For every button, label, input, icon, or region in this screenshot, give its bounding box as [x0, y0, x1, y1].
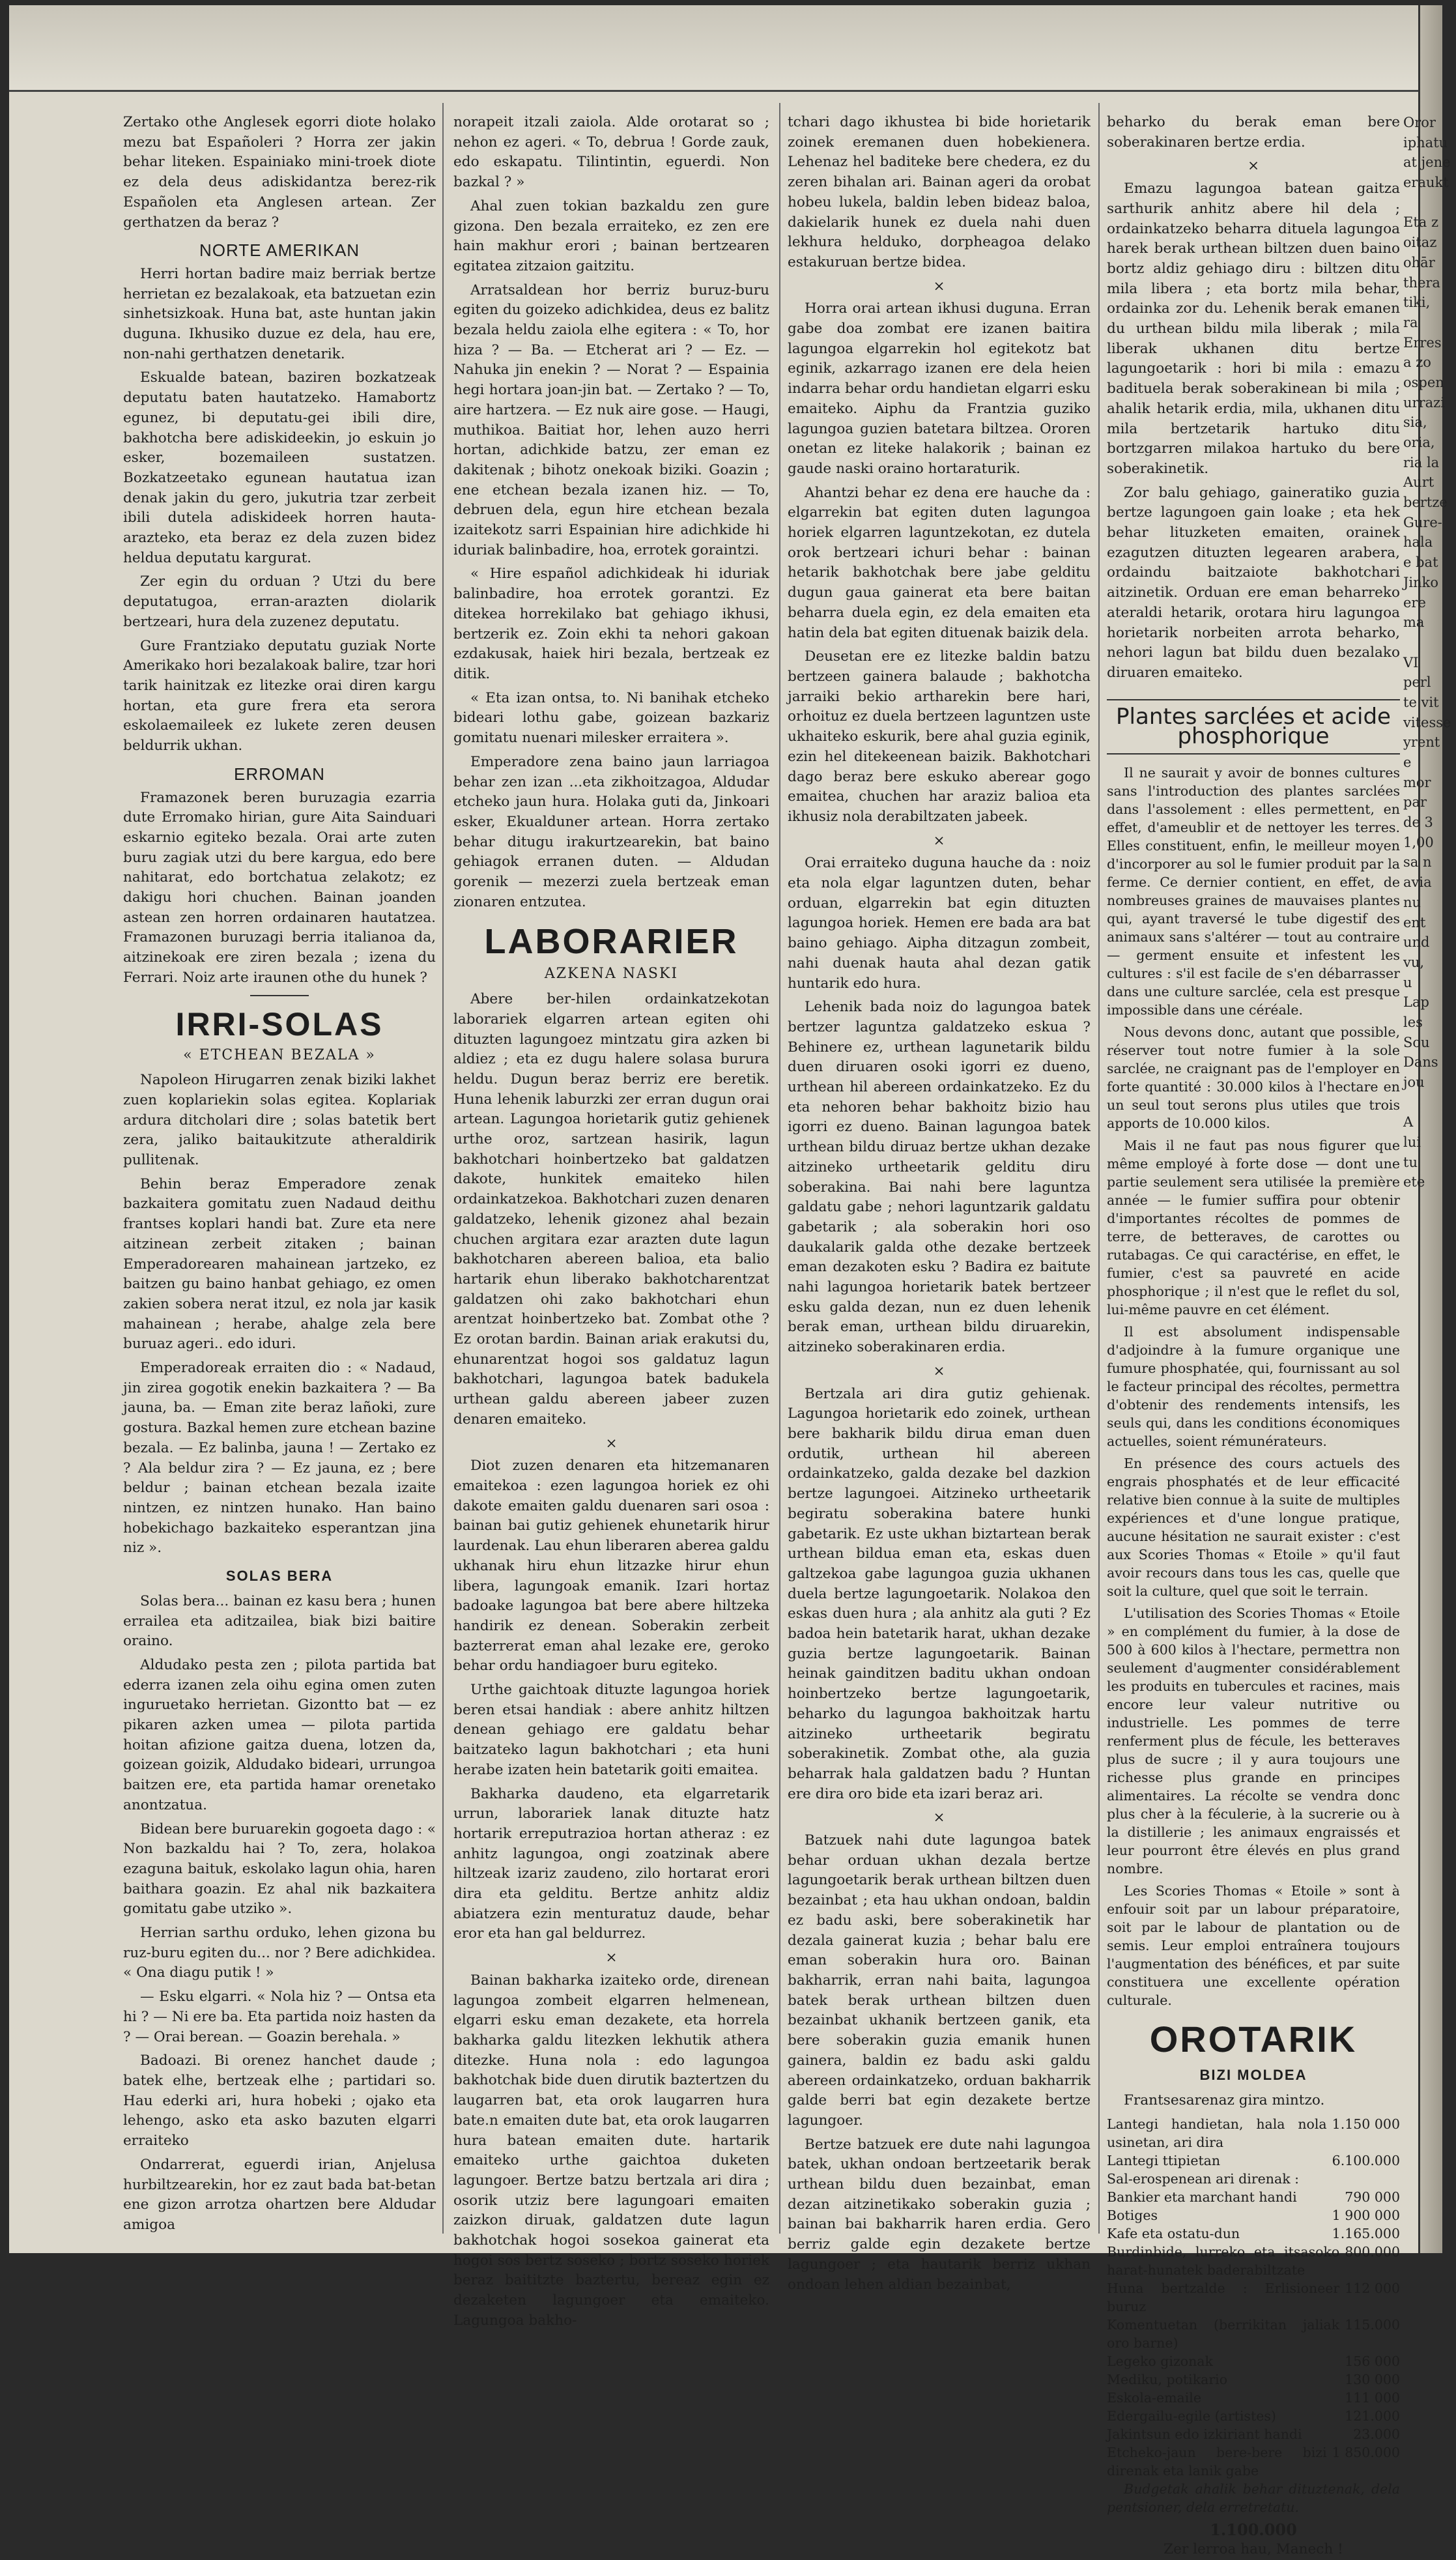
edge-fragment: Erres — [1403, 334, 1442, 351]
statistics-label: Lantegi handietan, hala nola usinetan, ari dira — [1107, 2116, 1327, 2150]
paragraph: « Hire español adichkideak hi iduriak balinbadire, hoa errotek gorantzi. Ez ditekea horrekilako bat gehiago ikhusi, bertzerik ez. Zoin ekhi ta nehori gakoan ezdakusak, haiek hiri bezala, bertzeak ez ditik. — [453, 566, 769, 682]
edge-fragment: A — [1403, 1114, 1414, 1130]
column-4 — [1107, 113, 1400, 2558]
separator-x: × — [933, 1809, 945, 1826]
paragraph: L'utilisation des Scories Thomas « Etoile » en complément du fumier, à la dose de 500 à 600 kilos à l'hectare, permettra non seulement d'augmenter considérablement les produits en tubercules et racines, mais encore leur valeur nutritive ou industrielle. Les pommes de terre renferment plus de fécule, les betteraves plus de sucre ; il y aura toujours une richesse plus grande en principes alimentaires. La récolte se vendra donc plus cher à la féculerie, à la sucrerie ou à la distillerie ; les animaux engraissés et leur pourront être élevés en plus grand nombre. — [1107, 1605, 1400, 1877]
edge-fragment: Aurt — [1403, 474, 1435, 491]
statistics-row — [1107, 2206, 1400, 2224]
edge-fragment: VI — [1403, 654, 1419, 670]
total-figure: 1.100.000 — [1210, 2520, 1297, 2539]
statistics-label: Komentuetan (berrikitan jaliak oro barne) — [1107, 2316, 1340, 2351]
statistics-label: Etcheko-jaun bere-bere bizi direnak eta lanik gabe — [1107, 2444, 1327, 2479]
paragraph: Budgetak ahalik behar dituztenak, dela pentsioner, dela erretretatu. — [1107, 2481, 1400, 2515]
newspaper-page — [9, 5, 1451, 2558]
paragraph: Zor balu gehiago, gaineratiko guzia bertze lagungoen gain loake ; eta hek behar lituzketen emaiten, orainek ezagutzen dituzten legearen arabera, ordaindu baitzaiote bakhotchari aitzinetik. Orduan ere eman beharreko ateraldi hetarik, orotara hiru lagungoa horietarik norbeiten arrota beharko, nehori lagun bat bildu duen bezalako diruaren emaiteko. — [1107, 484, 1400, 681]
separator-x: × — [933, 832, 945, 849]
paragraph: Emazu lagungoa batean gaitza sarthurik anhitz abere hil dela ; ordainkatzeko beharra dituela lagungoa harek berak urthean biltzen duen baino bortz aldiz gehiago diru : biltzen ditu mila libera ; eta bortz mila behar, ordainka zor du. Lehenik berak emanen du urthean bildu mila liberak ; mila liberak ukhanen ditu bertze lagungoetarik : hori bi mila : emazu badituela berak soberakinean bi mila ; ahalik hetarik erdia, mila, ukhanen ditu mila bertzetarik hartuko ditu bortzgarren milakoa hartuko du bere soberakinetik. — [1107, 180, 1400, 477]
edge-fragment: te vit — [1403, 694, 1439, 710]
edge-fragment: vitesse — [1403, 714, 1451, 730]
paragraph: Ahantzi behar ez dena ere hauche da : elgarrekin bat egiten duten lagungoa horiek elgarren laguntzekotan, ez dutela orok bertzeari ichuri behar : bainan hetarik bakhotchak bere jabe gelditu dugun gaua gainerat eta bere baitan beharra duela egin, ez dela emaiten eta hatin dela bat egiten dituenak baizik dela. — [788, 484, 1091, 641]
edge-fragment: at jene — [1403, 154, 1451, 171]
paragraph: Horra orai artean ikhusi duguna. Erran gabe doa zombat ere izanen baitira lagungoa elgarrekin hol egitekotz bat eginik, azkarrago izanen ere dela heien indarra behar ordu handietan elgarri esku emaiteko. Aiphu da Frantzia guziko lagungoa guzien batetara biltzea. Ororen onetan ez liteke halakorik ; bainan ez gaude naski oraino hortaraturik. — [788, 300, 1091, 477]
edge-fragment: e — [1403, 755, 1412, 770]
statistics-row — [1107, 2224, 1400, 2243]
edge-fragment: urrazi — [1403, 394, 1445, 410]
statistics-value: 156 000 — [1345, 2353, 1400, 2369]
paragraph: Abere ber-hilen ordainkatzekotan laborariek elgarren artean egiten ohi dituzten lagungoez mintzatu gira azken bi aldiez ; eta ez dugu halere solasa burura heldu. Dugun beraz berriz ere beretik. Huna lehenik laburzki zer erran dugun orai artean. Lagungoa horietarik gutiz gehienek urthe oroz, sartzean hasirik, lagun bakhotchari hoinbertzeko bat galdatzen dakote, hunkitek emaiteko hilen ordainkatzekoa. Bakhotchari zuzen denaren galdatzeko, lehenik gizonez ahal bezain chuchen argitara ezar arazten dute lagun bakhotcharen abereen balioa, eta balio hartarik ehun liberako bakhotcharentzat galdatzen ohi zako bakhotchari ehun arentzat hoinbertzeko bat. Zombat othe ? Ez orotan bardin. Bainan ariak erakutsi du, ehunarentzat hogoi sos galdatuz lagun bakhotchari, lagungoa batek badukela urthean galdu abereen jabeer zuzen denaren emaiteko. — [453, 991, 769, 1428]
statistics-label: Sal-erospenean ari direnak : — [1107, 2170, 1300, 2187]
paragraph: Behin beraz Emperadore zenak bazkaitera gomitatu zuen Nadaud deithu frantses koplari handi bat. Zure eta nere aitzinean zerbeit zitaken ; bainan Emperadorearen mahainean jartzeko, ez baitzen gu baino hanbat gehiago, ez omen zakien sobera nerat itzul, ez nola jar kasik mahainean ; herabe, ahalge zela bere buruaz ageri.. edo iduri. — [123, 1175, 436, 1353]
subheading-solas-bera: SOLAS BERA — [225, 1568, 334, 1585]
edge-fragment: eraukt — [1403, 175, 1449, 191]
paragraph: Urthe gaichtoak dituzte lagungoa horiek beren etsai handiak : abere anhitz hiltzen denean gehiago ere galdatu behar baitzateko lagun bakhotchari ; eta huni herabe izaten hein batetarik goiti emaitea. — [453, 1682, 769, 1778]
statistics-label: Bankier eta marchant handi — [1107, 2189, 1297, 2205]
edge-fragment: mor — [1403, 774, 1431, 790]
adjacent-page-fragments — [1403, 113, 1451, 2224]
paragraph: Herrian sarthu orduko, lehen gizona bu ruz-buru egiten du... nor ? Bere adichkidea. « Ona diagu putik ! » — [123, 1925, 436, 1981]
statistics-value: 1.165.000 — [1332, 2225, 1400, 2241]
paragraph: beharko du berak eman bere soberakinaren bertze erdia. — [1107, 114, 1400, 151]
statistics-value — [1395, 2170, 1400, 2188]
statistics-row — [1107, 2316, 1400, 2352]
statistics-row — [1107, 2389, 1400, 2407]
edge-fragment: e bat — [1403, 554, 1438, 571]
paragraph: Badoazi. Bi orenez hanchet daude ; batek elhe, bertzeak elhe ; partidari so. Hau ederki ari, hura hobeki ; ojako eta lehengo, asko eta asko bazuten elgarri erraiteko — [123, 2052, 436, 2150]
edge-fragment — [1403, 633, 1437, 653]
edge-fragment: bertze — [1403, 495, 1448, 511]
edge-fragment: oria, — [1403, 435, 1435, 450]
heading-irri-solas: IRRI-SOLAS — [175, 1005, 384, 1043]
statistics-row — [1107, 2443, 1400, 2480]
edge-fragment: ra — [1403, 314, 1418, 330]
paragraph: Nous devons donc, autant que possible, réserver tout notre fumier à la sole sarclée, ne craignant pas de l'employer en forte quantité : 30.000 kilos à l'hectare en un seul tout serons plus utiles que trois apports de 10.000 kilos. — [1107, 1024, 1400, 1132]
paragraph: Arratsaldean hor berriz buruz-buru egiten du goizeko adichkidea, deus ez balitz bezala heldu zaiola elhe egitera : « To, hor hiza ? — Ba. — Etcherat ari ? — Ez. — Nahuka jin enekin ? — Norat ? — Espainia hegi hortara joan-jin bat. — Zertako ? — To, aire hartzera. — Ez nuk aire gose. — Haugi, muthikoa. Baitiat hor, lehen auzo herri hortan, adichkide batzu, zer eman ez dakitenak ; bihotz onekoak biziki. Goazin ; ene etchean bezala izanen hiz. — To, debruen dela, egun hire etchean bezala izaitekotz sarri Espainian hire adichkide hi iduriak balinbadire, hoa, errotek goraintzi. — [453, 281, 769, 558]
column-rule — [779, 103, 780, 2234]
edge-fragment: ent — [1403, 914, 1426, 930]
statistics-label: Edergailu-egile (artistes) — [1107, 2408, 1276, 2424]
edge-fragment: ere — [1403, 594, 1426, 611]
edge-fragment: Jinko — [1403, 574, 1439, 590]
statistics-value: 800.000 — [1345, 2243, 1400, 2260]
separator-x: × — [605, 1435, 618, 1452]
statistics-list — [1107, 2115, 1400, 2480]
paragraph: « Eta izan ontsa, to. Ni banihak etcheko bideari lothu gabe, goizean bazkariz gomitatu nuenari milesker erraitera ». — [453, 689, 769, 747]
statistics-row — [1107, 2370, 1400, 2389]
subheading-azkena-naski: AZKENA NASKI — [544, 966, 679, 983]
paragraph: Zer egin du orduan ? Utzi du bere deputatugoa, erran-arazten diolarik bertzeari, hura dela zuzenez deputatu. — [123, 573, 436, 630]
paragraph: Bertze batzuek ere dute nahi lagungoa batek, ukhan ondoan bertzeetarik berak urthean bildu duen bezainbat, eman dezan aitzinetikako soberakin guzia ; bainan bai bakharrik haren erdia. Gero berriz galde egin dezakete bertze lagungoer ; eta hautarik berriz ukhan ondoan lehen aldian bezainbat, — [788, 2136, 1091, 2293]
paragraph: Eskualde batean, baziren bozkatzeak deputatu baten hautatzeko. Hamabortz egunez, bi deputatu-gei ibili dire, bakhotcha bere adiskideekin, jo eskuin jo esker, bozemaileen sustatzen. Bozkatzeetako egunean hautatua izan denak jakin du gero, jukutria tzar zerbeit ibili dutela adiskideek horren hauta-arazteko, eta beraz ez dela zuzen bidez heldua deputatu kargurat. — [123, 369, 436, 566]
paragraph: Gure Frantziako deputatu guziak Norte Amerikako hori bezalakoak balire, tzar hori tarik hainitzak ez litezke orai diren kargu hortan, eta gure frera eta serora eskolaemaileek ez lukete zeren deusen beldurrik ukhan. — [123, 637, 436, 755]
edge-fragment: und — [1403, 934, 1430, 951]
statistics-value: 23.000 — [1353, 2426, 1400, 2442]
paragraph: Emperadoreak erraiten dio : « Nadaud, jin zirea gogotik enekin bazkaitera ? — Ba jauna, ba. — Eman zite beraz lañoki, zure gostura. Bazkal hemen zure etchean bazine bezala. — Ez balinba, jauna ! — Zertako ez ? Ala beldur zira ? — Ez jauna, ez ; bere beldur ; bainan etchean bezala izaite nintzen, ez nintzen hunako. Han baino hobekichago bazkaiteko esperantzan jina niz ». — [123, 1360, 436, 1557]
statistics-value: 115.000 — [1345, 2316, 1400, 2333]
page-top-margin — [9, 5, 1442, 92]
separator-x: × — [1247, 158, 1260, 175]
statistics-label: Jakintsun edo izkiriant handi — [1107, 2426, 1302, 2442]
subheading-etchean-bezala: « ETCHEAN BEZALA » — [183, 1046, 376, 1063]
column-1 — [123, 113, 436, 2233]
edge-fragment: oitaz — [1403, 235, 1437, 251]
paragraph: Herri hortan badire maiz berriak bertze herrietan ez bezalakoak, eta batzuetan ezin sinhetsizkoak. Huna bat, aste huntan jakin duguna. Ikhusiko duzue ez dela, hau ere, non-nahi gerthatzen denetarik. — [123, 265, 436, 362]
edge-fragment: perl — [1403, 674, 1431, 691]
column-2 — [453, 113, 769, 2329]
heading-laborarier: LABORARIER — [484, 922, 739, 962]
heading-plantes-sarclees: Plantes sarclées et acide phosphorique — [1107, 699, 1400, 755]
statistics-row — [1107, 2170, 1400, 2188]
subheading-bizi-moldea: BIZI MOLDEA — [1199, 2067, 1307, 2084]
statistics-row — [1107, 2352, 1400, 2370]
paragraph: Framazonek beren buruzagia ezarria dute Erromako hirian, gure Aita Sainduari eskarnio egiteko bezala. Orai arte zuten buru zagiak utzi du bere kargua, edo bere nahitarat, edo bortchatua zelakotz; ez dakigu hori chuchen. Bainan joanden astean zen horren ordainaren hautatzea. Framazonen buruzagi berria italianoa da, aitzinekoak ere ziren bezala ; izena du Ferrari. Noiz arte iraunen othe du hunek ? — [123, 789, 436, 986]
paragraph: Batzuek nahi dute lagungoa batek behar orduan ukhan dezala bertze lagungoetarik berak urthean biltzen duen bezainbat ; eta hau ukhan ondoan, baldin ez badu aski, bere soberakinetik har dezala gainerat kuzia ; behar balu ere eman soberakin hura oro. Bainan bakharrik, erran nahi baita, lagungoa batek berak urthean biltzen duen bezainbat ukhanik bertzeen ganik, eta bere soberakin guzia emanik hunen gainera, baldin ez badu aski galdu abereen ordainkatzeko, orduan bakharrik galde berri bat egin dezakete bertze lagungoer. — [788, 1832, 1091, 2129]
heading-norte-amerikan: NORTE AMERIKAN — [199, 240, 360, 261]
closing-line: Zer lerroa hau, Manech ! — [1163, 2541, 1343, 2558]
statistics-label: Huna bertzalde : Erlisioneer buruz — [1107, 2280, 1340, 2314]
edge-fragment: Oror — [1403, 115, 1436, 130]
statistics-value: 1 850.000 — [1332, 2444, 1400, 2460]
paragraph: Il ne saurait y avoir de bonnes cultures sans l'introduction des plantes sarclées dans l'assolement : elles permettent, en effet, d'ameublir et de nettoyer les terres. Elles constituent, enfin, le meilleur moyen d'incorporer au sol le fumier produit par la ferme. Ce dernier contient, en effet, de nombreuses graines de mauvaises plantes qui, ayant traversé le tube digestif des animaux sans s'altérer — tout au contraire — germent ensuite et infestent les cultures : s'il est facile de s'en débarrasser dans une culture sarclée, cela est presque impossible dans une céréale. — [1107, 765, 1400, 1018]
separator-x: × — [933, 278, 945, 295]
paragraph: Deusetan ere ez litezke baldin batzu bertzeen gainera balaude ; bakhotcha jarraiki bekio artharekin bere hari, orhoituz ez duela bertzeen laguntzen uste ukhaiteko eskurik, bere ahal guzia eginik, ezin hel ditekeenean baizik. Bakhotchari dago beraz bere eskuko aberear gogo emaitea, chuchen har araziz balioa eta ikhusiz nola derabiltzaten jabeek. — [788, 648, 1091, 825]
edge-fragment: tiki, — [1403, 295, 1431, 311]
separator-x: × — [933, 1362, 945, 1379]
statistics-value: 6.100.000 — [1332, 2152, 1400, 2168]
edge-fragment: ria la — [1403, 454, 1440, 470]
edge-fragment: thera — [1403, 274, 1440, 291]
statistics-row — [1107, 2407, 1400, 2425]
edge-fragment: tu — [1403, 1154, 1418, 1170]
statistics-row — [1107, 2425, 1400, 2443]
edge-fragment: nu — [1403, 894, 1421, 910]
edge-fragment: ma — [1403, 614, 1425, 631]
paragraph: Frantsesarenaz gira mintzo. — [1124, 2092, 1325, 2108]
statistics-row — [1107, 2115, 1400, 2151]
paragraph: Il est absolument indispensable d'adjoindre à la fumure organique une fumure phosphatée, qui, fournissant au sol le facteur principal des récoltes, permettra d'obtenir des rendements intensifs, les seuls qui, dans les conditions économiques actuelles, soient rémunérateurs. — [1107, 1324, 1400, 1450]
edge-fragment — [1403, 193, 1437, 213]
edge-fragment: 1,00 — [1403, 834, 1434, 850]
paragraph: Lehenik bada noiz do lagungoa batek bertzer laguntza galdatzeko eskua ? Behinere ez, urthean lagunetarik bildu duen diruaren osoki igorri ez dueno, urthean hil abereen ordainkatzeko. Ez du eta nehoren behar bakhoitz bizio hau igorri ez dueno. Bainan lagungoa batek urthean bildu diruaz bertze ukhan dezake aitzineko urtheetarik gelditu diru soberakina. Bai nahi bere laguntza galdatu gabe ; nehori laguntzarik galdatu gabetarik ; ala soberakin hori oso daukalarik galda othe dezake bertzeek eman dezakoten esku ? Badira ez baitute nahi lagungoa horietarik batek bertzeer esku galda dezan, nun ez duen lehenik berak eman, urthean bildu diruarekin, aitzineko soberakinaren erdia. — [788, 999, 1091, 1356]
edge-fragment: ospen — [1403, 374, 1444, 390]
edge-fragment: u — [1403, 974, 1412, 990]
french-article — [1107, 764, 1400, 2009]
column-rule — [1098, 103, 1100, 2234]
statistics-row — [1107, 2243, 1400, 2279]
edge-fragment: Sou — [1403, 1034, 1430, 1050]
statistics-label: Kafe eta ostatu-dun — [1107, 2225, 1240, 2241]
edge-fragment: Dans — [1403, 1054, 1438, 1071]
paragraph: En présence des cours actuels des engrais phosphatés et de leur efficacité relative bien connue à la suite de multiples expériences et d'une longue pratique, aucune hésitation ne saurait exister : c'est aux Scories Thomas « Etoile » qu'il faut avoir recours dans tous les cas, quelle que soit la culture, quel que soit le terrain. — [1107, 1456, 1400, 1600]
statistics-label: Mediku, potikario — [1107, 2371, 1228, 2387]
paragraph: Les Scories Thomas « Etoile » sont à enfouir soit par un labour préparatoire, soit par le labour de plantation ou de semis. Leur emploi entraînera toujours l'augmentation des bénéfices, et par suite constituera une excellente opération culturale. — [1107, 1883, 1400, 2009]
statistics-label: Burdinbide, lurreko eta itsasoko harat-hunatek baderabiltzate — [1107, 2243, 1340, 2278]
edge-fragment: Lap — [1403, 994, 1429, 1011]
paragraph: Ondarrerat, eguerdi irian, Anjelusa hurbiltzearekin, hor ez zaut bada bat-betan ene gizon arrotza ohartzen bere Aldudar amigoa — [123, 2156, 436, 2233]
paragraph: Solas bera... bainan ez kasu bera ; hunen errailea eta aditzailea, biak bizi baitire oraino. — [123, 1592, 436, 1650]
edge-fragment: ete — [1403, 1174, 1425, 1190]
edge-fragment: jou — [1403, 1074, 1425, 1090]
edge-fragment: Gure- — [1403, 514, 1442, 530]
statistics-row — [1107, 2151, 1400, 2170]
heading-erroman: ERROMAN — [234, 764, 325, 784]
paragraph: tchari dago ikhustea bi bide horietarik zoinek eremanen duen hobekienera. Lehenaz hel baditeke bere chedera, ez du zeren bihalan ari. Bainan ageri da orobat hobeu lukela, baldin leben bideaz baloa, dakielarik hunek ez duela nahi duen lekhura helduko, dorpheagoa delako estakuruan bertze bidea. — [788, 114, 1091, 270]
edge-fragment: Eta z — [1403, 214, 1439, 231]
edge-fragment: vu, — [1403, 954, 1425, 970]
edge-fragment: hala — [1403, 534, 1433, 551]
heading-orotarik: OROTARIK — [1149, 2019, 1358, 2060]
paragraph: Orai erraiteko duguna hauche da : noiz eta nola elgar laguntzen duten, behar orduan, elgarrekin bat egin dituzten lagungoa horiek. Hemen ere bada ara bat baino gehiago. Aipha ditzagun zombeit, nahi duenak hauta ahal dezan gatik huntarik edo hura. — [788, 855, 1091, 992]
edge-fragment: a zo — [1403, 354, 1431, 371]
statistics-value: 790 000 — [1345, 2189, 1400, 2205]
paragraph: Bakharka daudeno, eta elgarretarik urrun, laborariek lanak dituzte hatz hortarik erreputrazioa hortan atheraz : ez anhitz lagungoa, ongi zoatzinak abere hiltzeak izariz zaudeno, zilo hortarat erori dira eta gelditu. Bertze anhitz aldiz abiatzera ezin menturatuz daude, behar eror eta han gal beldurrez. — [453, 1785, 769, 1942]
edge-fragment: yrent — [1403, 734, 1440, 751]
edge-fragment: sa n — [1403, 854, 1432, 870]
statistics-label: Legeko gizonak — [1107, 2353, 1213, 2369]
statistics-value: 112 000 — [1345, 2280, 1400, 2296]
paragraph: — Esku elgarri. « Nola hiz ? — Ontsa eta hi ? — Ni ere ba. Eta partida noiz hasten da ? — Orai berean. — Goazin berehala. » — [123, 1989, 436, 2045]
column-3 — [788, 113, 1091, 2293]
statistics-value: 1.150 000 — [1332, 2116, 1400, 2132]
statistics-row — [1107, 2279, 1400, 2316]
edge-fragment: par — [1403, 794, 1427, 811]
statistics-value: 130 000 — [1345, 2371, 1400, 2387]
paragraph: Napoleon Hirugarren zenak biziki lakhet zuen koplariekin solas egitea. Koplariak ardura ditcholari dire ; solas batetik bert zera, jaliko baitaukitzute atheraldirik pullitenak. — [123, 1072, 436, 1169]
paragraph: Mais il ne faut pas nous figurer que même employé à forte dose — dont une partie seulement sera utilisée la première année — le fumier suffira pour obtenir d'importantes récoltes de pommes de terre, de betteraves, de carottes ou rutabagas. Ce qui caractérise, en effet, le fumier, c'est sa pauvreté en acide phosphorique ; il n'est que le reflet du sol, lui-même pauvre en cet élément. — [1107, 1138, 1400, 1318]
edge-fragment: ohār — [1403, 254, 1435, 270]
edge-fragment — [1403, 1093, 1437, 1113]
statistics-value: 121.000 — [1345, 2408, 1400, 2424]
statistics-value: 1 900 000 — [1332, 2207, 1400, 2223]
edge-fragment: de 3 — [1403, 814, 1433, 831]
paragraph: Bidean bere buruarekin gogoeta dago : « Non bazkaldu hai ? To, zera, holakoa ezaguna baituk, eskolako lagun ohia, haren baithara goazin. Ez ahal nik bazkaitera gomitatu gabe utziko ». — [123, 1820, 436, 1918]
separator-x: × — [605, 1949, 618, 1966]
paragraph: norapeit itzali zaiola. Alde orotarat so ; nehon ez ageri. « To, debrua ! Gorde zauk, edo eskapatu. Tilintintin, eguerdi. Non bazkal ? » — [453, 114, 769, 191]
statistics-label: Lantegi ttipietan — [1107, 2152, 1221, 2168]
statistics-label: Eskola-emaile — [1107, 2389, 1201, 2406]
statistics-value: 111 000 — [1345, 2389, 1400, 2406]
separator — [250, 995, 309, 996]
edge-fragment: les — [1403, 1014, 1423, 1030]
paragraph: Emperadore zena baino jaun larriagoa behar zen izan ...eta zikhoitzagoa, Aldudar etcheko jaun hura. Holaka guti da, Jinkoari esker, Ekualduner artean. Horra zertako behar ditugu irakurtzearekin, bat baino gehiagok erranen duten. — Aldudan gorenik — mezerzi zuela bertzeak eman zionaren entzutea. — [453, 753, 769, 910]
paragraph: Bainan bakharka izaiteko orde, direnean lagungoa zombeit elgarren helmenean, elgarri esku eman dezakete, eta horrela bakharka galdu litezken lekhutik athera ditezke. Huna nola : edo lagungoa bakhotchak bide duen dirutik baztertzen du laugarren bat, eta orok laugarren hura bate.n emaiten dute bat, eta orok laugarren hura batean emaiten dute. hartarik emaiteko urthe gaichtoa duketen lagungoer. Bertze batzu bertzala ari dira ; osorik utziz bere lagungoari emaiten zaizkon diruak, galdatzen dute lagun bakhotchak hogoi sosekoa gainerat eta hogoi sos bertz soseko ; bortz soseko horiek beraz baititzte baztertu, bereaz egin ez dezaketen lagungoer eta emaiteko. Lagungoa bakho- — [453, 1972, 769, 2329]
statistics-label: Botiges — [1107, 2207, 1158, 2223]
edge-fragment: sia, — [1403, 414, 1427, 431]
statistics-row — [1107, 2188, 1400, 2206]
paragraph: Diot zuzen denaren eta hitzemanaren emaitekoa : ezen lagungoa horiek ez ohi dakote emaiten galdu duenaren sari osoa : bainan bai gutiz gehienek ehunetarik hirur laurdenak. Lau ehun liberaren aberea galdu ukhanak hiru ehun litzazke hirur ehun libera, lagungoak emanik. Izari hortaz badoake lagungoa bat bere abere hiltzeka handirik ez denean. Soberakin zerbeit bazterrerat eman ahal lezake ere, geroko behar ordu handiagoer buru egiteko. — [453, 1458, 769, 1675]
edge-fragment: lui — [1403, 1134, 1421, 1151]
column-rule — [442, 103, 444, 2234]
edge-fragment: avia — [1403, 874, 1432, 891]
paragraph: Aldudako pesta zen ; pilota partida bat ederra izanen zela oihu egina omen zuten inguruetako herrietan. Gizontto bat — ez pikaren azken umea — pilota partida hoitan afizione gaitza duena, lotzen da, goizean goizik, Aldudako bideari, urrungoa baitzen ere, eta partida hamar orenetako anontzatua. — [123, 1656, 436, 1813]
edge-fragment: iphatu — [1403, 134, 1448, 151]
intro-paragraph: Zertako othe Anglesek egorri diote holako mezu bat Españoleri ? Horra zer jakin behar liteken. Espainiako mini-troek diote ez dela deus adiskidantza berez-rik Españolen eta Anglesen artean. Zer gerthatzen da beraz ? — [123, 114, 436, 231]
paragraph: Ahal zuen tokian bazkaldu zen gure gizona. Den bezala erraiteko, ez zen ere hain makhur erori ; bainan bertzearen egitatea zitzaion gaitzitu. — [453, 197, 769, 274]
paragraph: Bertzala ari dira gutiz gehienak. Lagungoa horietarik edo zoinek, urthean bere bakharik bildu dirua eman duen ordutik, urthean hil abereen ordainkatzeko, galda dezake bel dazkion bertze lagungoei. Aitzineko urtheetarik begiratu soberakina batere hunki gabetarik. Ez uste ukhan biztartean berak urthean bildua eman eta, eskas duen galtzekoa gabe lagungoa guzia ukhanen duela bertze lagungoetarik. Nolakoa den eskas duen hura ; ala anhitz ala guti ? Ez badoa hein batetarik harat, ukhan dezake guzia bertze lagungoetarik. Bainan heinak gainditzen baditu ukhan ondoan hoinbertzeko bertze lagungoetarik, beharko du lagungoa bakhoitzak hartu aitzineko urtheetarik begiratu soberakinetik. Zombat othe, ala guzia beharrak hala galdatzen badu ? Huntan ere dira oro bide eta izari beraz ari. — [788, 1385, 1091, 1802]
